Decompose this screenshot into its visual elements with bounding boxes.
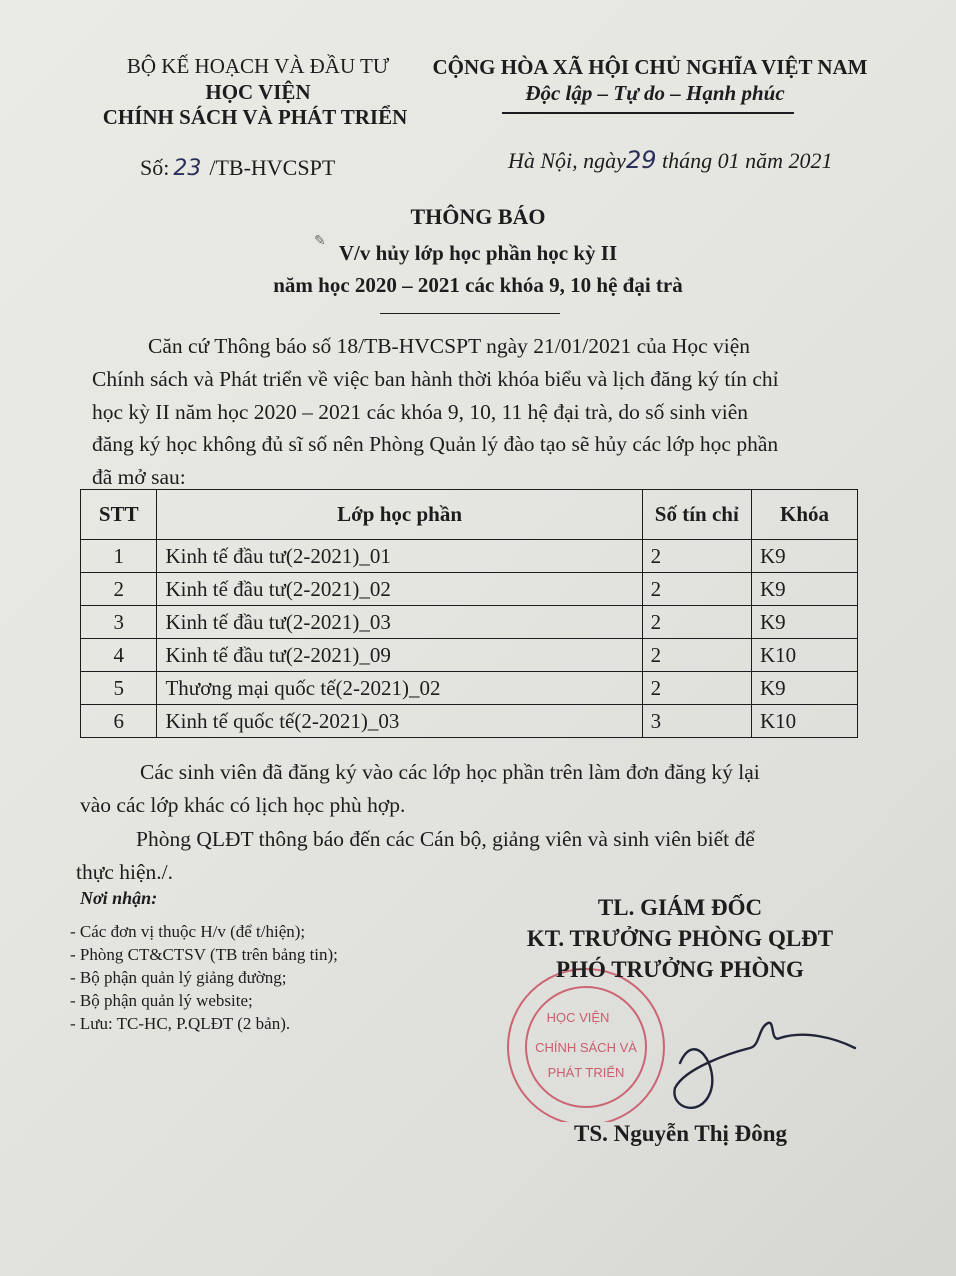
seal-text-line2: CHÍNH SÁCH VÀ [535, 1040, 637, 1055]
cell-credits: 2 [642, 573, 751, 606]
cell-stt: 6 [81, 705, 157, 738]
document-title: THÔNG BÁO [410, 204, 546, 229]
recipient-item: - Bộ phận quản lý website; [70, 991, 253, 1010]
cell-class: Kinh tế quốc tế(2-2021)_03 [157, 705, 642, 738]
motto-underline [502, 112, 794, 114]
table-row [81, 606, 858, 639]
cell-class: Kinh tế đầu tư(2-2021)_03 [157, 606, 642, 639]
document-number [140, 155, 335, 181]
table-row [81, 540, 858, 573]
header-stt: STT [81, 490, 157, 540]
header-class: Lớp học phần [157, 490, 642, 540]
intro-line-2: Chính sách và Phát triển về việc ban hành thời khóa biểu và lịch đăng ký tín chỉ [92, 367, 779, 391]
national-title: CỘNG HÒA XÃ HỘI CHỦ NGHĨA VIỆT NAM [432, 55, 868, 79]
institute-name-line2: CHÍNH SÁCH VÀ PHÁT TRIỂN [102, 105, 408, 129]
document-date [508, 146, 833, 174]
cell-cohort: K9 [751, 540, 857, 573]
document-number-suffix: /TB-HVCSPT [209, 155, 336, 180]
closing-line-4: thực hiện./. [76, 860, 174, 884]
header-cohort: Khóa [751, 490, 857, 540]
recipient-item: - Các đơn vị thuộc H/v (để t/hiện); [70, 922, 306, 941]
signature-title-3: PHÓ TRƯỞNG PHÒNG [556, 957, 804, 982]
date-prefix: Hà Nội, ngày [508, 148, 626, 173]
date-day-handwritten: 29 [625, 146, 657, 174]
cell-stt: 2 [81, 573, 157, 606]
institute-name-line1: HỌC VIỆN [205, 80, 311, 104]
ink-mark-icon: ✎ [314, 234, 326, 249]
cell-class: Kinh tế đầu tư(2-2021)_01 [157, 540, 642, 573]
cell-stt: 4 [81, 639, 157, 672]
document-number-handwritten: 23 [173, 156, 202, 181]
recipient-item: - Phòng CT&CTSV (TB trên bảng tin); [70, 945, 338, 964]
date-suffix: tháng 01 năm 2021 [662, 148, 833, 173]
handwritten-signature [640, 1008, 880, 1128]
table-header-row [81, 490, 858, 540]
recipient-item: - Bộ phận quản lý giảng đường; [70, 968, 287, 987]
cell-cohort: K9 [751, 672, 857, 705]
cell-class: Kinh tế đầu tư(2-2021)_09 [157, 639, 642, 672]
seal-text-line1: HỌC VIỆN [546, 1010, 610, 1025]
table-row [81, 672, 858, 705]
cell-credits: 3 [642, 705, 751, 738]
cell-cohort: K10 [751, 705, 857, 738]
table-row [81, 705, 858, 738]
subject-line-2: năm học 2020 – 2021 các khóa 9, 10 hệ đại trà [273, 273, 683, 297]
ministry-name: BỘ KẾ HOẠCH VÀ ĐẦU TƯ [126, 54, 390, 78]
table-row [81, 573, 858, 606]
intro-line-3: học kỳ II năm học 2020 – 2021 các khóa 9, 10, 11 hệ đại trà, do số sinh viên [92, 400, 749, 424]
signature-title-1: TL. GIÁM ĐỐC [597, 895, 763, 920]
intro-line-5: đã mở sau: [92, 465, 186, 489]
national-motto: Độc lập – Tự do – Hạnh phúc [525, 81, 785, 105]
document-number-label: Số: [140, 155, 170, 180]
cell-class: Kinh tế đầu tư(2-2021)_02 [157, 573, 642, 606]
title-underline [380, 313, 560, 314]
cell-credits: 2 [642, 540, 751, 573]
header-credits: Số tín chỉ [642, 490, 751, 540]
subject-line-1: V/v hủy lớp học phần học kỳ II [338, 241, 618, 265]
cancelled-classes-table [80, 489, 858, 738]
table-row [81, 639, 858, 672]
closing-line-3: Phòng QLĐT thông báo đến các Cán bộ, giảng viên và sinh viên biết để [136, 827, 755, 851]
seal-text [535, 1010, 637, 1080]
cell-cohort: K10 [751, 639, 857, 672]
cell-stt: 1 [81, 540, 157, 573]
recipients-heading: Nơi nhận: [80, 888, 158, 908]
signature-stroke [674, 1023, 855, 1108]
closing-line-1: Các sinh viên đã đăng ký vào các lớp học phần trên làm đơn đăng ký lại [140, 760, 760, 784]
cell-credits: 2 [642, 606, 751, 639]
intro-line-4: đăng ký học không đủ sĩ số nên Phòng Quản lý đào tạo sẽ hủy các lớp học phần [92, 432, 779, 456]
cell-class: Thương mại quốc tế(2-2021)_02 [157, 672, 642, 705]
intro-line-1: Căn cứ Thông báo số 18/TB-HVCSPT ngày 21/01/2021 của Học viện [148, 334, 751, 358]
seal-text-line3: PHÁT TRIỂN [547, 1065, 625, 1080]
cell-stt: 3 [81, 606, 157, 639]
cell-credits: 2 [642, 639, 751, 672]
closing-line-2: vào các lớp khác có lịch học phù hợp. [80, 793, 406, 817]
cell-credits: 2 [642, 672, 751, 705]
recipient-item: - Lưu: TC-HC, P.QLĐT (2 bản). [70, 1014, 291, 1033]
signature-title-2: KT. TRƯỞNG PHÒNG QLĐT [526, 926, 834, 951]
cell-stt: 5 [81, 672, 157, 705]
signer-name: TS. Nguyễn Thị Đông [574, 1121, 788, 1146]
cell-cohort: K9 [751, 573, 857, 606]
cell-cohort: K9 [751, 606, 857, 639]
